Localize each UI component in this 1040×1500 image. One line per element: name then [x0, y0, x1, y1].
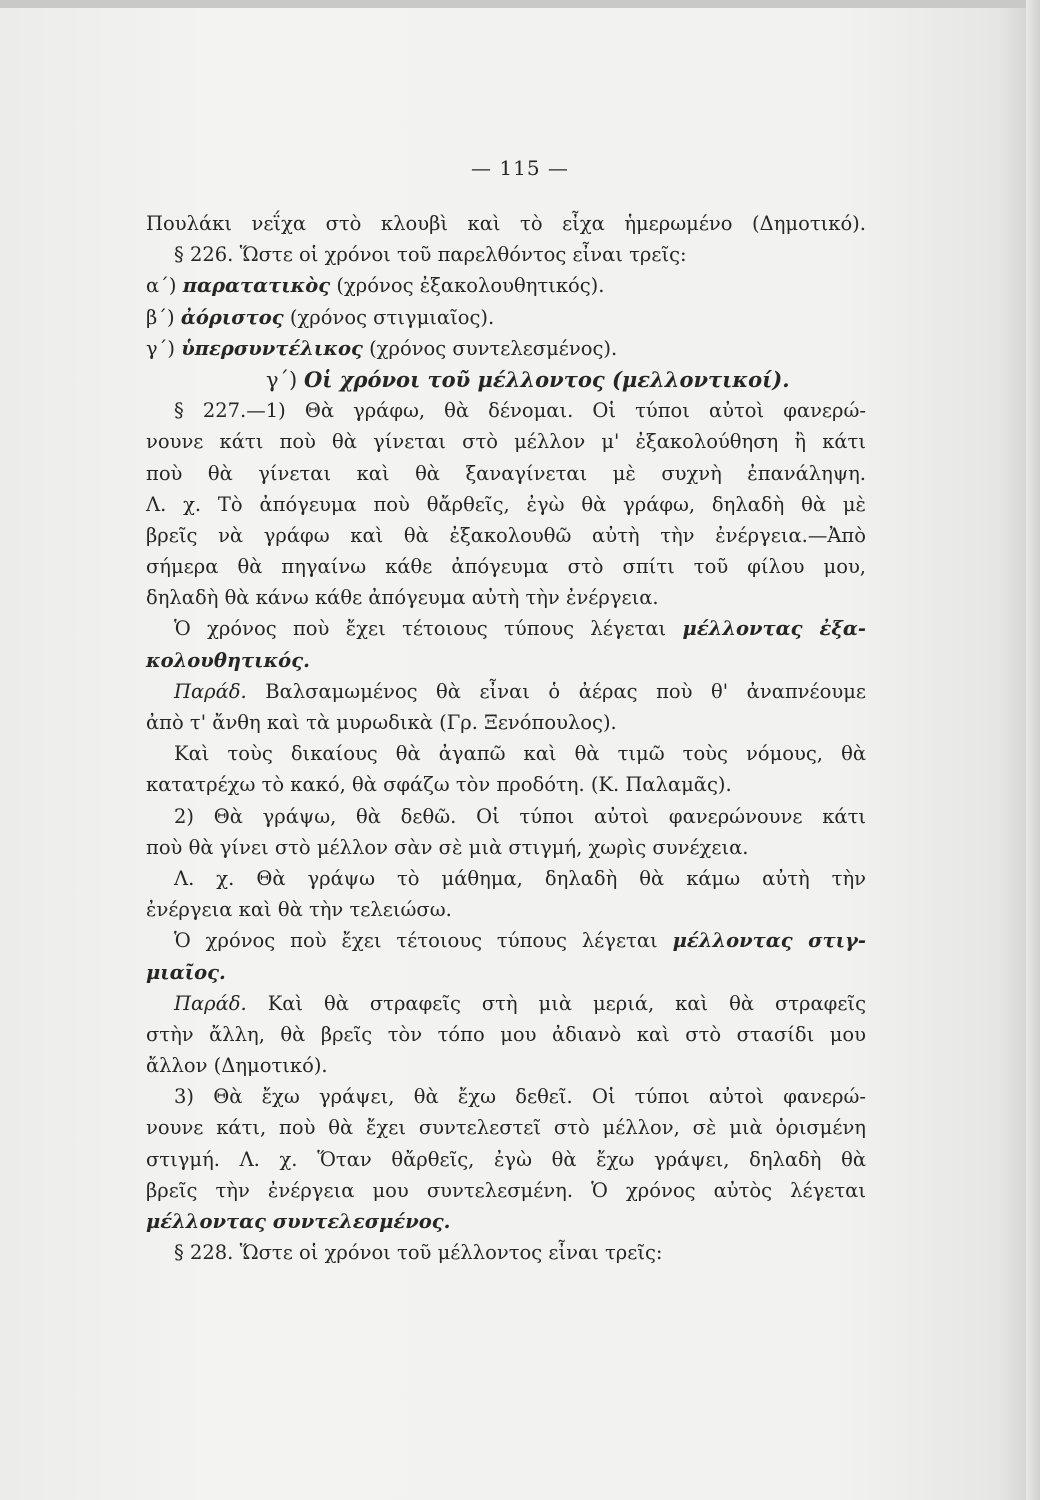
- list-item-a: α΄) παρατατικὸς (χρόνος ἐξακολουθητικός).: [146, 274, 605, 298]
- text-line: σήμερα θὰ πηγαίνω κάθε ἀπόγευμα στὸ σπίτι τοῦ φίλου μου,: [146, 555, 866, 579]
- text-line: βρεῖς νὰ γράφω καὶ θὰ ἐξακολουθῶ αὐτὴ τὴν ἐνέργεια.—Ἀπὸ: [146, 523, 866, 547]
- text-line: Λ. χ. Τὸ ἀπόγευμα ποὺ θἄρθεῖς, ἐγὼ θὰ γράφω, δηλαδὴ θὰ μὲ: [146, 492, 866, 516]
- text-line: Ὁ χρόνος ποὺ ἔχει τέτοιους τύπους λέγεται μέλλοντας ἐξα-: [174, 617, 866, 641]
- text-line: βρεῖς τὴν ἐνέργεια μου συντελεσμένη. Ὁ χρόνος αὐτὸς λέγεται: [146, 1178, 866, 1202]
- section-228-line: § 228. Ὥστε οἱ χρόνοι τοῦ μέλλοντος εἶναι τρεῖς:: [174, 1241, 663, 1265]
- text-line: ἄλλον (Δημοτικό).: [146, 1054, 328, 1078]
- text-line: 3) Θὰ ἔχω γράψει, θὰ ἔχω δεθεῖ. Οἱ τύποι αὐτοὶ φανερώ-: [174, 1085, 866, 1109]
- text-line: Καὶ τοὺς δικαίους θὰ ἀγαπῶ καὶ θὰ τιμῶ τοὺς νόμους, θὰ: [174, 742, 866, 766]
- text-line: Λ. χ. Θὰ γράψω τὸ μάθημα, δηλαδὴ θὰ κάμω αὐτὴ τὴν: [174, 866, 866, 890]
- text-line: νουνε κάτι ποὺ θὰ γίνεται στὸ μέλλον μ' ἐξακολούθηση ἢ κάτι: [146, 430, 866, 454]
- text-line: νουνε κάτι, ποὺ θὰ ἔχει συντελεστεῖ στὸ μέλλον, σὲ μιὰ ὁρισμένη: [146, 1116, 866, 1140]
- text-line: 2) Θὰ γράψω, θὰ δεθῶ. Οἱ τύποι αὐτοὶ φανερώνουνε κάτι: [174, 804, 866, 828]
- term-line: μέλλοντας συντελεσμένος.: [146, 1210, 451, 1233]
- text-line: στὴν ἄλλη, θὰ βρεῖς τὸν τόπο μου ἀδιανὸ καὶ στὸ στασίδι μου: [146, 1022, 866, 1046]
- page-top-edge: [0, 0, 1040, 8]
- term-line: μιαῖος.: [146, 960, 226, 984]
- page-right-edge: [1026, 0, 1040, 1500]
- example-line: Παράδ. Καὶ θὰ στραφεῖς στὴ μιὰ μεριά, καὶ θὰ στραφεῖς: [174, 991, 866, 1015]
- text-line: ποὺ θὰ γίνεται καὶ θὰ ξαναγίνεται μὲ συχνὴ ἐπανάληψη.: [146, 461, 866, 485]
- section-227-line: § 227.—1) Θὰ γράφω, θὰ δένομαι. Οἱ τύποι αὐτοὶ φανερώ-: [174, 399, 866, 423]
- text-line: Πουλάκι νεΐχα στὸ κλουβὶ καὶ τὸ εἶχα ἡμερωμένο (Δημοτικό).: [146, 212, 866, 235]
- text-line: ἀπὸ τ' ἄνθη καὶ τὰ μυρωδικὰ (Γρ. Ξενόπουλος).: [146, 711, 617, 734]
- text-line: ποὺ θὰ γίνει στὸ μέλλον σὰν σὲ μιὰ στιγμή, χωρὶς συνέχεια.: [146, 835, 749, 859]
- text-line: δηλαδὴ θὰ κάνω κάθε ἀπόγευμα αὐτὴ τὴν ἐνέργεια.: [146, 586, 659, 610]
- text-line: ἐνέργεια καὶ θὰ τὴν τελειώσω.: [146, 898, 452, 922]
- text-line: κατατρέχω τὸ κακό, θὰ σφάζω τὸν προδότη. (Κ. Παλαμᾶς).: [146, 773, 732, 797]
- page-body: [146, 208, 866, 1268]
- list-item-b: β΄) ἀόριστος (χρόνος στιγμιαῖος).: [146, 305, 495, 329]
- text-line: στιγμή. Λ. χ. Ὅταν θἄρθεῖς, ἐγὼ θὰ ἔχω γράψει, δηλαδὴ θὰ: [146, 1147, 866, 1171]
- page-number: — 115 —: [471, 156, 569, 180]
- term-line: κολουθητικός.: [146, 648, 310, 672]
- list-item-c: γ΄) ὑπερσυντέλικος (χρόνος συντελεσμένος).: [146, 336, 618, 360]
- section-226-line: § 226. Ὥστε οἱ χρόνοι τοῦ παρελθόντος εἶναι τρεῖς:: [174, 243, 687, 267]
- section-heading: γ΄) Οἱ χρόνοι τοῦ μέλλοντος (μελλοντικοί).: [266, 366, 790, 392]
- example-line: Παράδ. Βαλσαμωμένος θὰ εἶναι ὁ ἀέρας ποὺ θ' ἀναπνέουμε: [174, 679, 866, 703]
- text-line: Ὁ χρόνος ποὺ ἔχει τέτοιους τύπους λέγεται μέλλοντας στιγ-: [174, 929, 867, 953]
